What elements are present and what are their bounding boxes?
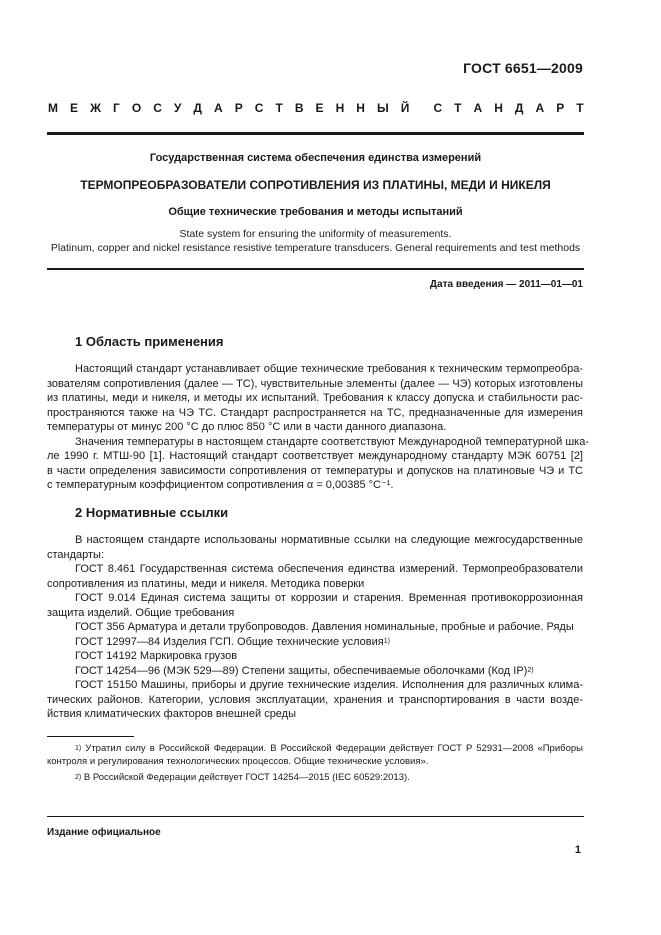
heading-letter: Т [454, 101, 462, 115]
section-heading-scope: 1 Область применения [75, 334, 224, 349]
paragraph-line: Настоящий стандарт устанавливает общие технические требования к техническим термопреобра- [75, 363, 583, 375]
paragraph-line: из платины, меди и никеля, и методы их испытаний. Требования к классу допуска и стабильности рас- [47, 392, 583, 404]
footnote-text: Утратил силу в Российской Федерации. В Российской Федерации действует ГОСТ Р 52931—2008 «Приборы [85, 743, 583, 754]
heading-letter: А [535, 101, 545, 115]
paragraph-line: с температурным коэффициентом сопротивления α = 0,00385 °С⁻¹. [47, 479, 394, 491]
document-title: ТЕРМОПРЕОБРАЗОВАТЕЛИ СОПРОТИВЛЕНИЯ ИЗ ПЛАТИНЫ, МЕДИ И НИКЕЛЯ [80, 178, 551, 192]
footnote-rule [47, 736, 134, 737]
reference-line: йствия климатических факторов внешней среды [47, 708, 297, 720]
heading-letter: А [213, 101, 223, 115]
header-rule [47, 132, 584, 135]
heading-letter: Г [112, 101, 120, 115]
heading-letter: М [48, 101, 58, 115]
english-title-line: Platinum, copper and nickel resistance resistive temperature transducers. General requirements and test methods [50, 242, 581, 254]
heading-letter: Т [275, 101, 283, 115]
reference-line: защита изделий. Общие требования [47, 606, 235, 619]
heading-letter: Н [356, 101, 365, 115]
footnote-marker: 2) [75, 774, 82, 781]
heading-letter: О [131, 101, 142, 115]
footnote-marker: 1) [75, 745, 82, 752]
page-number: 1 [574, 844, 581, 856]
reference-line-with-note [47, 635, 583, 650]
heading-letter: Ж [90, 101, 101, 115]
paragraph-line: Значения температуры в настоящем стандарте соответствуют Международной температурной шка- [75, 435, 590, 448]
reference-text: ГОСТ 12997—84 Изделия ГСП. Общие технические условия [75, 635, 384, 648]
normative-refs-list [47, 533, 583, 722]
paragraph-line: ле 1990 г. МТШ-90 [1]. Настоящий стандарт соответствует международному стандарту МЭК 60751 [2] [47, 450, 583, 462]
paragraph-line: пространяются также на ЧЭ ТС. Стандарт распространяется на ТС, предназначенные для измерения [47, 406, 583, 419]
footnote-text: В Российской Федерации действует ГОСТ 14254—2015 (IEC 60529:2013). [83, 772, 410, 783]
footnote-line [47, 742, 583, 755]
heading-letter: Ы [376, 101, 389, 115]
heading-letter: С [153, 101, 162, 115]
heading-letter: Д [193, 101, 202, 115]
official-edition-label: Издание официальное [47, 827, 161, 838]
interstate-standard-heading [48, 101, 584, 115]
heading-letter: С [433, 101, 443, 115]
heading-letter: Й [400, 101, 410, 115]
reference-text: ГОСТ 14254—96 (МЭК 529—89) Степени защиты, обеспечиваемые оболочками (Код IP) [75, 664, 528, 677]
footnote-line [47, 771, 583, 784]
heading-letter: Т [576, 101, 584, 115]
reference-line: ГОСТ 9.014 Единая система защиты от коррозии и старения. Временная противокоррозионная [75, 592, 583, 604]
introduction-date: Дата введения — 2011—01—01 [429, 279, 583, 290]
reference-line: ГОСТ 8.461 Государственная система обеспечения единства измерений. Термопреобразователи [75, 563, 583, 575]
section-heading-normative-refs: 2 Нормативные ссылки [75, 505, 229, 520]
reference-line-with-note [47, 664, 583, 679]
reference-line: ГОСТ 356 Арматура и детали трубопроводов. Давления номинальные, пробные и рабочие. Ряды [75, 621, 574, 633]
english-title-line: State system for ensuring the uniformity of measurements. [179, 228, 452, 240]
heading-letter: Н [335, 101, 345, 115]
footnote-line: контроля и регулирования технологических процессов. Общие технические условия». [47, 756, 429, 767]
heading-letter: У [173, 101, 182, 115]
title-rule [47, 268, 584, 270]
reference-line: ГОСТ 14192 Маркировка грузов [75, 650, 238, 662]
document-subtitle: Общие технические требования и методы испытаний [168, 206, 463, 218]
paragraph-line: стандарты: [47, 548, 105, 561]
paragraph-line: температуры от минус 200 °С до плюс 850 °С или в части данного диапазона. [47, 421, 447, 433]
system-title: Государственная система обеспечения единства измерений [149, 152, 482, 164]
heading-letter: Р [234, 101, 243, 115]
heading-letter: Е [70, 101, 79, 115]
heading-letter: Е [315, 101, 324, 115]
paragraph-line: в части определения зависимости сопротивления от температуры и допусков на платиновые ЧЭ и ТС [47, 464, 583, 477]
heading-letter: С [254, 101, 264, 115]
scope-paragraph [47, 362, 590, 493]
gost-number: ГОСТ 6651—2009 [463, 60, 583, 76]
heading-letter: В [294, 101, 304, 115]
footnote-marker: 2) [527, 666, 534, 674]
footer-rule [47, 816, 584, 817]
heading-letter: Д [514, 101, 524, 115]
heading-letter: Н [494, 101, 503, 115]
paragraph-line: зователям сопротивления (далее — ТС), чувствительные элементы (далее — ЧЭ) которых изготовлены [47, 377, 583, 390]
reference-line: ГОСТ 15150 Машины, приборы и другие технические изделия. Исполнения для различных клима- [75, 679, 583, 691]
heading-letter: А [473, 101, 483, 115]
reference-line: тических районов. Категории, условия эксплуатации, хранения и транспортирования в части возде- [47, 693, 583, 706]
heading-letter: Р [556, 101, 565, 115]
reference-line: сопротивления из платины, меди и никеля. Методика поверки [47, 577, 365, 590]
footnotes [47, 742, 583, 784]
paragraph-line: В настоящем стандарте использованы нормативные ссылки на следующие межгосударственные [75, 534, 583, 546]
footnote-marker: 1) [383, 637, 390, 645]
